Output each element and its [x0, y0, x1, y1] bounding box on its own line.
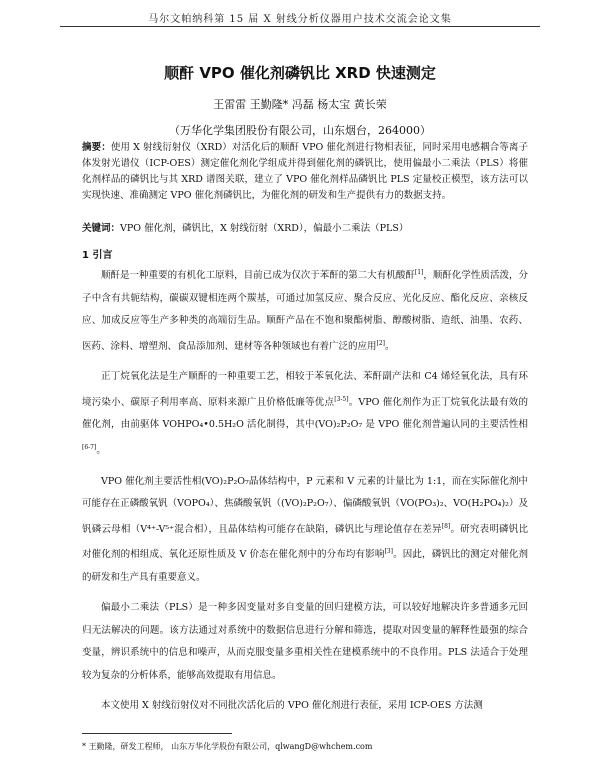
body-text — [82, 262, 528, 726]
keywords — [82, 220, 528, 234]
footnote-rule — [82, 733, 232, 734]
author-list: 王雷雷 王勤隆* 冯磊 杨太宝 黄长荣 — [213, 98, 387, 111]
keywords-label: 关键词： — [82, 223, 121, 234]
paragraph: 正丁烷氧化法是生产顺酐的一种重要工艺，相较于苯氧化法、苯酐副产法和 C4 烯烃氧化法，具有环境污染小、碳原子利用率高、原料来源广且价格低廉等优点[3-5]。VPO 催化剂作为正丁烷氧化法最有效的催化剂，由前驱体 VOHPO₄•0.5H₂O 活化制得，其中(VO)₂P₂O₇ 是 VPO 催化剂普遍认同的主要活性相[6-7]。 — [82, 371, 528, 457]
affiliation: （万华化学集团股份有限公司，山东烟台，264000） — [169, 124, 431, 137]
keywords-text: VPO 催化剂，磷钒比，X 射线衍射（XRD），偏最小二乘法（PLS） — [120, 223, 409, 234]
footnote: * 王勤隆，研发工程师， 山东万华化学股份有限公司，qlwangD@whchem.com — [82, 742, 373, 751]
paragraph: 顺酐是一种重要的有机化工原料，目前已成为仅次于苯酐的第二大有机酸酐[1]，顺酐化学性质活泼，分子中含有共轭结构，碳碳双键相连两个羰基，可通过加氢反应、聚合反应、光化反应、酯化反应、亲核反应、加成反应等生产多种类的高端衍生品。顺酐产品在不饱和聚酯树脂、醇酸树脂、造纸、油墨、农药、医药、涂料、增塑剂、食品添加剂、建材等各种领域也有着广泛的应用[2]。 — [82, 269, 528, 352]
paper-title: 顺酐 VPO 催化剂磷钒比 XRD 快速测定 — [164, 64, 436, 82]
paragraph: 偏最小二乘法（PLS）是一种多因变量对多自变量的回归建模方法，可以较好地解决许多普通多元回归无法解决的问题。该方法通过对系统中的数据信息进行分解和筛选，提取对因变量的解释性最强的综合变量，辨识系统中的信息和噪声，从而克服变量多重相关性在建模系统中的不良作用。PLS 法适合于处理较为复杂的分析体系，能够高效提取有用信息。 — [82, 602, 528, 681]
abstract-text: 使用 X 射线衍射仪（XRD）对活化后的顺酐 VPO 催化剂进行物相表征，同时采用电感耦合等离子体发射光谱仪（ICP-OES）测定催化剂化学组成并得到催化剂的磷钒比，使用偏最小二乘法（PLS）将催化剂样品的磷钒比与其 XRD 谱图关联，建立了 VPO 催化剂样品磷钒比 PLS 定量校正模型，该方法可以实现快速、准确测定 VPO 催化剂磷钒比，为催化剂的研发和生产提供有力的数据支持。 — [82, 142, 528, 201]
header-rule — [60, 26, 540, 27]
running-header: 马尔文帕纳科第 15 届 X 射线分析仪器用户技术交流会论文集 — [148, 14, 452, 25]
abstract-label: 摘要： — [82, 142, 111, 153]
paragraph: VPO 催化剂主要活性相(VO)₂P₂O₇晶体结构中，P 元素和 V 元素的计量比为 1:1，而在实际催化剂中可能存在正磷酸氧钒（VOPO₄）、焦磷酸氧钒（(VO)₂P₂O₇）、偏磷酸氧钒（VO(PO₃)₂、VO(H₂PO₄)₂）及钒磷云母相（V⁴⁺-V⁵⁺混合相），且晶体结构可能存在缺陷，磷钒比与理论值存在差异[8]。研究表明磷钒比对催化剂的相组成、氧化还原性质及 V 价态在催化剂中的分布均有影响[3]。因此，磷钒比的测定对催化剂的研发和生产具有重要意义。 — [82, 475, 528, 583]
section-heading: 1 引言 — [82, 250, 113, 261]
paragraph: 本文使用 X 射线衍射仪对不同批次活化后的 VPO 催化剂进行表征，采用 ICP-OES 方法测 — [101, 700, 483, 712]
abstract — [82, 140, 528, 204]
